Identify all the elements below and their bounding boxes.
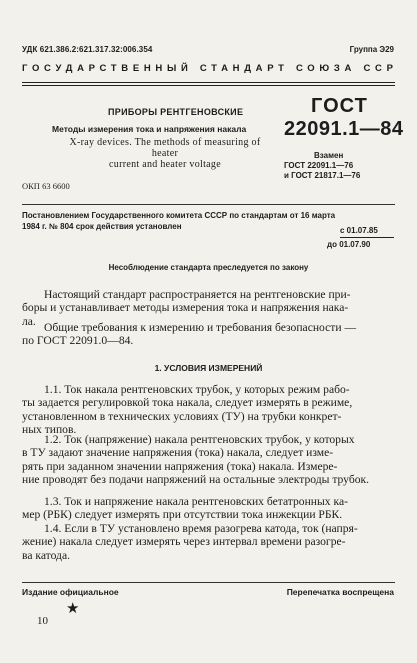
intro-paragraph-2 bbox=[22, 321, 395, 348]
clause-1-4 bbox=[22, 522, 395, 562]
paragraph-line: ва катода. bbox=[22, 548, 70, 562]
valid-from-date: с 01.07.85 bbox=[340, 226, 378, 235]
replaced-label: Взамен bbox=[314, 151, 344, 160]
udk-code: УДК 621.386.2:621.317.32:006.354 bbox=[22, 45, 153, 54]
paragraph-line: в ТУ задают значение напряжения (тока) накала, следует изме- bbox=[22, 446, 334, 460]
footer-rule bbox=[22, 582, 395, 583]
document-title-ru: ПРИБОРЫ РЕНТГЕНОВСКИЕ bbox=[108, 107, 244, 117]
decree-line-2: 1984 г. № 804 срок действия установлен bbox=[22, 222, 182, 231]
paragraph-line: 1.1. Ток накала рентгеновских трубок, у которых режим рабо- bbox=[44, 383, 350, 396]
document-title-en bbox=[60, 137, 270, 170]
paragraph-line: боры и устанавливает методы измерения тока и напряжения нака- bbox=[22, 301, 349, 315]
paragraph-line: жение) накала следует измерять через интервал времени разогре- bbox=[22, 535, 346, 549]
paragraph-line: рять при заданном значении напряжения (тока) накала. Измере- bbox=[22, 459, 338, 473]
paragraph-line: ла. bbox=[22, 314, 36, 328]
paragraph-line: ты задается регулировкой тока накала, следует измерять в режиме, bbox=[22, 396, 353, 410]
okp-code: ОКП 63 6600 bbox=[22, 181, 70, 191]
valid-date-rule bbox=[340, 237, 394, 238]
paragraph-line: 1.4. Если в ТУ установлено время разогрева катода, ток (напря- bbox=[44, 522, 358, 535]
decree-rule bbox=[22, 204, 395, 205]
header-rule-bottom bbox=[22, 85, 395, 86]
clause-1-2 bbox=[22, 433, 395, 486]
paragraph-line: Настоящий стандарт распространяется на рентгеновские при- bbox=[44, 288, 351, 301]
section-heading: 1. УСЛОВИЯ ИЗМЕРЕНИЙ bbox=[154, 363, 263, 373]
reprint-prohibited-label: Перепечатка воспрещена bbox=[286, 587, 394, 597]
star-icon: ★ bbox=[66, 601, 80, 617]
paragraph-line: мер (РБК) следует измерять при отсутствии тока инжекции РБК. bbox=[22, 508, 343, 522]
paragraph-line: по ГОСТ 22091.0—84. bbox=[22, 334, 134, 348]
paragraph-line: установленном в технических условиях (ТУ) на трубки конкрет- bbox=[22, 409, 342, 423]
paragraph-line: ных типов. bbox=[22, 422, 77, 436]
state-standard-header: ГОСУДАРСТВЕННЫЙ СТАНДАРТ СОЮЗА ССР bbox=[22, 63, 398, 74]
replaced-standards bbox=[284, 151, 394, 181]
clause-1-1 bbox=[22, 383, 395, 436]
page-number: 10 bbox=[37, 615, 48, 627]
official-edition-label: Издание официальное bbox=[22, 587, 119, 597]
decree-line-1: Постановлением Государственного комитета СССР по стандартам от 16 марта bbox=[22, 211, 336, 220]
clause-1-3 bbox=[22, 495, 395, 522]
gost-label: ГОСТ bbox=[311, 95, 368, 117]
title-en-line-1: X-ray devices. The methods of measuring of heater bbox=[69, 137, 261, 159]
title-en-line-2: current and heater voltage bbox=[109, 159, 221, 170]
replaced-standard-1: ГОСТ 22091.1—76 bbox=[284, 161, 354, 170]
gost-number: 22091.1—84 bbox=[284, 118, 404, 140]
valid-to-date: до 01.07.90 bbox=[327, 240, 371, 249]
paragraph-line: 1.3. Ток и напряжение накала рентгеновских бетатронных ка- bbox=[44, 495, 348, 508]
replaced-standard-2: и ГОСТ 21817.1—76 bbox=[284, 171, 361, 180]
paragraph-line: ние проводят без подачи напряжений на остальные электроды трубок. bbox=[22, 472, 370, 486]
header-rule-top bbox=[22, 82, 395, 83]
penalty-notice: Несоблюдение стандарта преследуется по закону bbox=[108, 263, 309, 272]
paragraph-line: Общие требования к измерению и требования безопасности — bbox=[44, 321, 357, 334]
paragraph-line: 1.2. Ток (напряжение) накала рентгеновских трубок, у которых bbox=[44, 433, 355, 446]
document-subtitle-ru: Методы измерения тока и напряжения накала bbox=[52, 124, 247, 134]
group-code: Группа Э29 bbox=[349, 45, 394, 54]
